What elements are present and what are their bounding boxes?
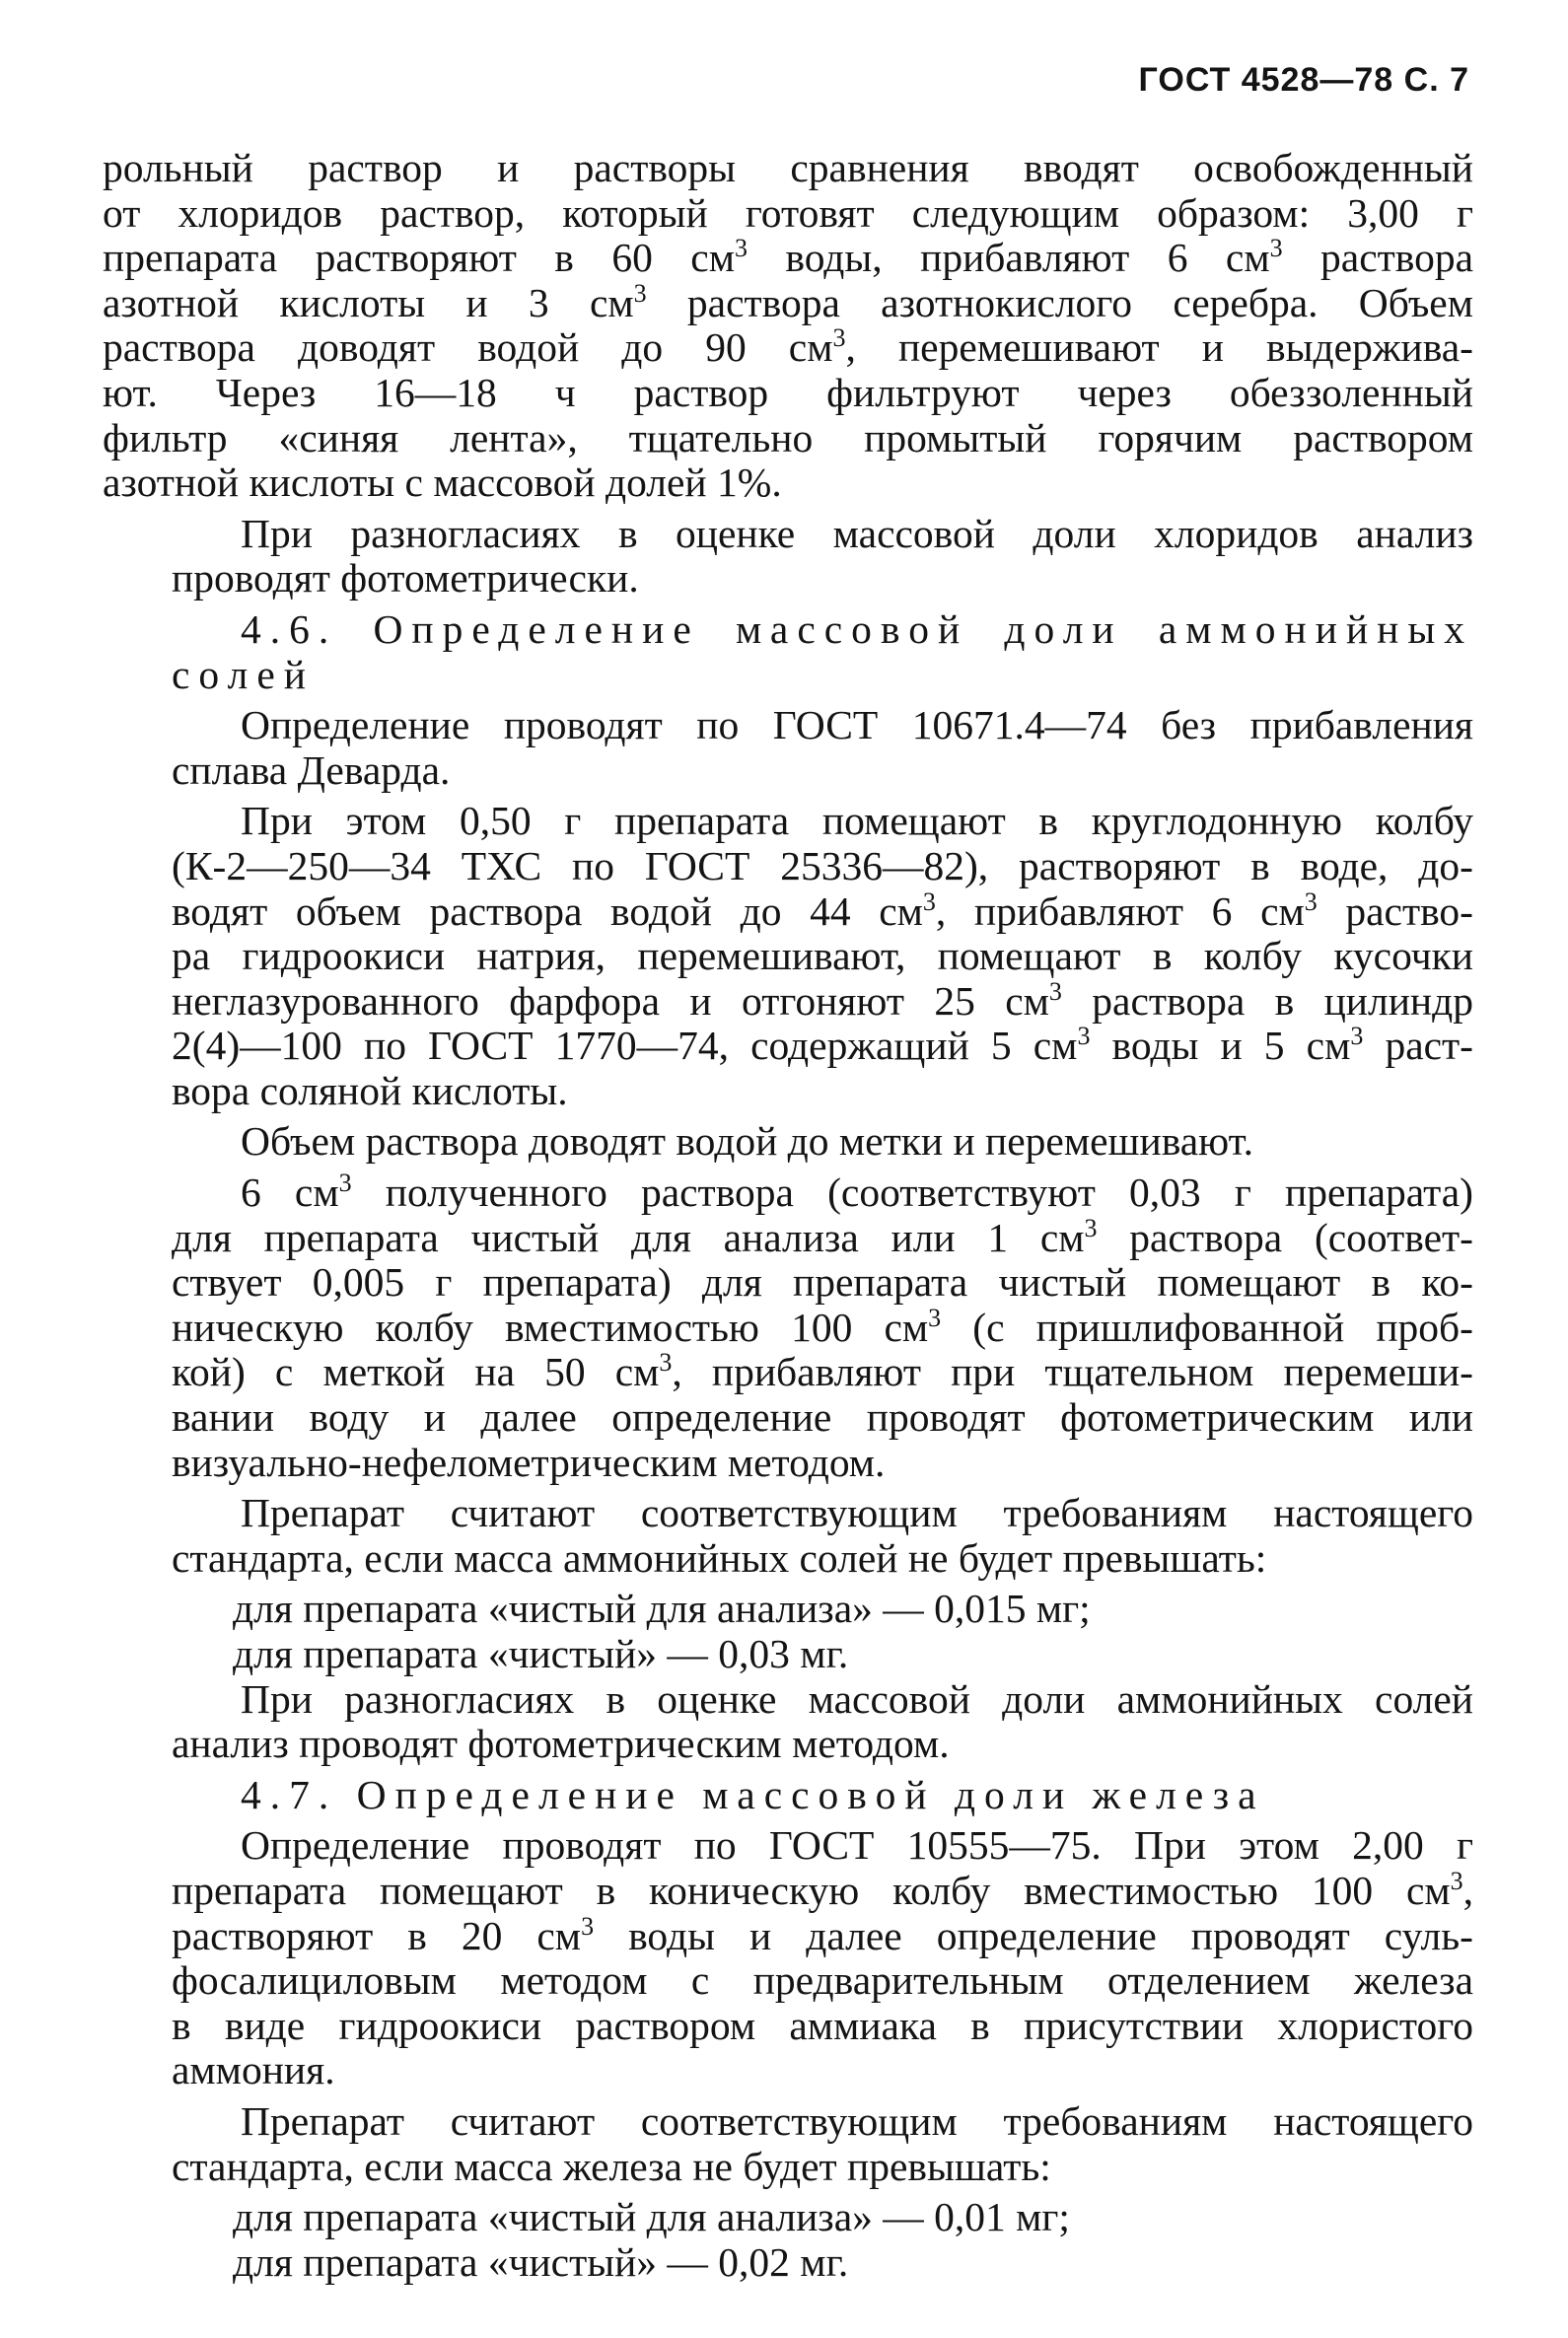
section-heading-h47 bbox=[103, 1773, 1473, 1818]
requirement-list-l2 bbox=[103, 2195, 1473, 2285]
paragraph-p10 bbox=[103, 2099, 1473, 2189]
text-line: вании воду и далее определение проводят фотометрическим или bbox=[172, 1394, 1473, 1441]
text-line: растворяют в 20 $см^3$ воды и далее определение проводят суль- bbox=[172, 1911, 1473, 1958]
text-line: в виде гидроокиси раствором аммиака в присутствии хлористого bbox=[172, 2002, 1473, 2048]
section-heading-h46 bbox=[103, 607, 1473, 697]
text-line: стандарта, если масса железа не будет превышать: bbox=[172, 2143, 1051, 2189]
text-line: препарата помещают в коническую колбу вместимостью 100 $см^3$, bbox=[172, 1867, 1473, 1913]
text-line: солей bbox=[172, 651, 315, 697]
document-body bbox=[103, 146, 1473, 2285]
text-line: сплава Деварда. bbox=[172, 746, 451, 793]
text-line: ническую колбу вместимостью 100 $см^3$ (с пришлифованной проб- bbox=[172, 1304, 1473, 1350]
requirement-list-l1 bbox=[103, 1587, 1473, 1676]
text-line: ра гидроокиси натрия, перемешивают, помещают в колбу кусочки bbox=[172, 933, 1473, 979]
text-line: ствует 0,005 г препарата) для препарата чистый помещают в ко- bbox=[172, 1259, 1473, 1306]
text-line: стандарта, если масса аммонийных солей не будет превышать: bbox=[172, 1534, 1267, 1581]
text-line: Объем раствора доводят водой до метки и перемешивают. bbox=[241, 1118, 1254, 1165]
text-line: вора соляной кислоты. bbox=[172, 1067, 568, 1113]
paragraph-p3 bbox=[103, 703, 1473, 793]
text-line: водят объем раствора водой до 44 $см^3$, прибавляют 6 $см^3$ раство- bbox=[172, 886, 1473, 934]
text-line: азотной кислоты и 3 $см^3$ раствора азотнокислого серебра. Объем bbox=[103, 278, 1473, 325]
paragraph-p2 bbox=[103, 512, 1473, 602]
text-line: для препарата «чистый для анализа» — 0,01 мг; bbox=[233, 2194, 1070, 2240]
text-line: анализ проводят фотометрическим методом. bbox=[172, 1721, 950, 1767]
text-line: Определение проводят по ГОСТ 10671.4—74 без прибавления bbox=[241, 702, 1473, 748]
paragraph-p8 bbox=[103, 1677, 1473, 1767]
text-line: кой) с меткой на 50 $см^3$, прибавляют при тщательном перемеши- bbox=[172, 1348, 1473, 1395]
text-line: для препарата «чистый» — 0,03 мг. bbox=[233, 1631, 849, 1676]
text-line: Препарат считают соответствующим требованиям настоящего bbox=[241, 1490, 1473, 1536]
text-line: фосалициловым методом с предварительным отделением железа bbox=[172, 1957, 1473, 2004]
paragraph-p4 bbox=[103, 799, 1473, 1113]
paragraph-p7 bbox=[103, 1491, 1473, 1581]
text-line: для препарата «чистый» — 0,02 мг. bbox=[233, 2238, 849, 2285]
text-line: При разногласиях в оценке массовой доли аммонийных солей bbox=[241, 1675, 1473, 1722]
text-line: раствора доводят водой до 90 $см^3$, перемешивают и выдержива- bbox=[103, 323, 1473, 371]
text-line: аммония. bbox=[172, 2047, 335, 2093]
text-line: При этом 0,50 г препарата помещают в круглодонную колбу bbox=[241, 798, 1473, 844]
text-line: для препарата «чистый для анализа» — 0,015 мг; bbox=[233, 1586, 1091, 1632]
text-line: 2(4)—100 по ГОСТ 1770—74, содержащий 5 $см^3$ воды и 5 $см^3$ раст- bbox=[172, 1022, 1473, 1069]
text-line: проводят фотометрически. bbox=[172, 555, 639, 602]
text-line: от хлоридов раствор, который готовят следующим образом: 3,00 г bbox=[103, 189, 1473, 236]
text-line: препарата растворяют в 60 $см^3$ воды, прибавляют 6 $см^3$ раствора bbox=[103, 234, 1473, 281]
page-header: ГОСТ 4528—78 С. 7 bbox=[1138, 61, 1469, 99]
text-line: (К-2—250—34 ТХС по ГОСТ 25336—82), растворяют в воде, до- bbox=[172, 842, 1473, 888]
text-line: 4.6. Определение массовой доли аммонийных bbox=[241, 605, 1473, 652]
text-line: визуально-нефелометрическим методом. bbox=[172, 1439, 886, 1485]
text-line: неглазурованного фарфора и отгоняют 25 $см^3$ раствора в цилиндр bbox=[172, 976, 1474, 1024]
paragraph-p5 bbox=[103, 1119, 1473, 1165]
paragraph-p1 bbox=[103, 146, 1473, 506]
text-line: 6 $см^3$ полученного раствора (соответствуют 0,03 г препарата) bbox=[241, 1169, 1473, 1216]
text-line: фильтр «синяя лента», тщательно промытый горячим раствором bbox=[103, 414, 1473, 461]
text-line: ют. Через 16—18 ч раствор фильтруют через обеззоленный bbox=[103, 369, 1473, 415]
text-line: для препарата чистый для анализа или 1 $см^3$ раствора (соответ- bbox=[172, 1213, 1474, 1260]
paragraph-p9 bbox=[103, 1823, 1473, 2093]
text-line: 4.7. Определение массовой доли железа bbox=[241, 1771, 1265, 1817]
text-line: рольный раствор и растворы сравнения вводят освобожденный bbox=[103, 145, 1473, 190]
text-line: Препарат считают соответствующим требованиям настоящего bbox=[241, 2097, 1473, 2144]
text-line: азотной кислоты с массовой долей 1%. bbox=[103, 460, 782, 506]
text-line: При разногласиях в оценке массовой доли хлоридов анализ bbox=[241, 510, 1473, 556]
text-line: Определение проводят по ГОСТ 10555—75. При этом 2,00 г bbox=[241, 1822, 1473, 1869]
paragraph-p6 bbox=[103, 1170, 1473, 1485]
